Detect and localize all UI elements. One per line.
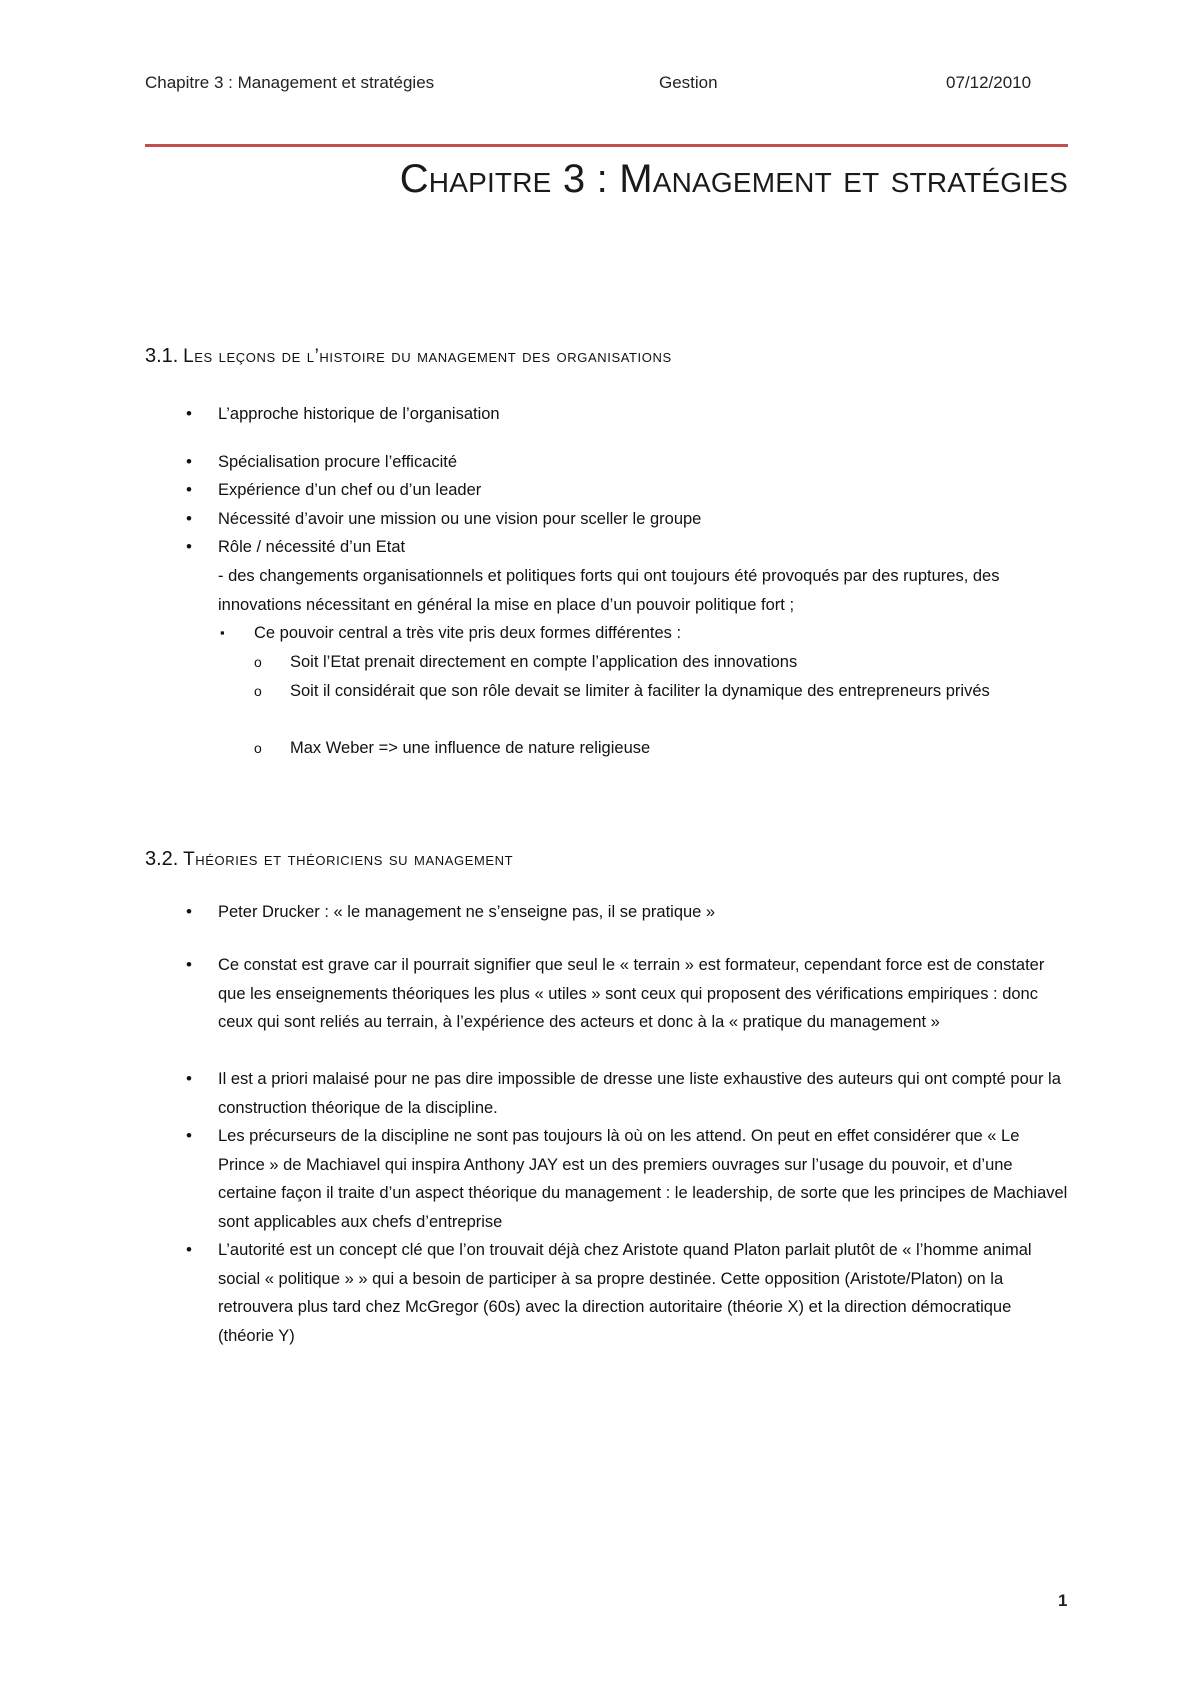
header-chapter: Chapitre 3 : Management et stratégies — [145, 73, 435, 92]
page-title: Chapitre 3 : Management et stratégies — [399, 157, 1068, 201]
list-item: • L’autorité est un concept clé que l’on trouvait déjà chez Aristote quand Platon parlait plutôt de « l’homme animal social « politique » » qui a besoin de participer à sa propre destinée. Cette opposition (Aristote/Platon) on la retrouvera plus tard chez McGregor (60s) avec la direction autoritaire (théorie X) et la direction démocratique (théorie Y) — [218, 1236, 1070, 1350]
header-date: 07/12/2010 — [946, 73, 1032, 92]
list-paragraph: - des changements organisationnels et politiques forts qui ont toujours été provoqués par des ruptures, des innovations nécessitant en général la mise en place d’un pouvoir politique fort ; — [218, 567, 1000, 614]
sub-list-item: ▪ Ce pouvoir central a très vite pris deux formes différentes : — [254, 619, 1054, 648]
section-1-number: 3.1. — [145, 345, 179, 367]
section-1-title: Les leçons de l’histoire du management des organisations — [183, 346, 672, 367]
section-2-heading — [145, 848, 513, 871]
header-subject: Gestion — [659, 73, 718, 92]
section-2-number: 3.2. — [145, 848, 179, 870]
title-rule — [145, 144, 1068, 147]
list-item: • Ce constat est grave car il pourrait signifier que seul le « terrain » est formateur, cependant force est de constater que les enseignements théoriques les plus « utiles » sont ceux qui proposent des vérifications empiriques : donc ceux qui sont reliés au terrain, à l’expérience des acteurs et donc à la « pratique du management » — [218, 951, 1070, 1037]
list-item: • Expérience d’un chef ou d’un leader — [218, 476, 1070, 505]
list-item: • Nécessité d’avoir une mission ou une vision pour sceller le groupe — [218, 505, 1070, 534]
section-1-heading — [145, 345, 672, 368]
sub-sub-list-item: o Soit l’Etat prenait directement en compte l’application des innovations — [290, 648, 1050, 677]
list-item: • Les précurseurs de la discipline ne sont pas toujours là où on les attend. On peut en effet considérer que « Le Prince » de Machiavel qui inspira Anthony JAY est un des premiers ouvrages sur l’usage du pouvoir, et d’une certaine façon il traite d’un aspect théorique du management : le leadership, de sorte que les principes de Machiavel sont applicables aux chefs d’entreprise — [218, 1122, 1070, 1236]
sub-sub-list-item: o Max Weber => une influence de nature religieuse — [290, 734, 1050, 763]
list-item: • Peter Drucker : « le management ne s’enseigne pas, il se pratique » — [218, 898, 1070, 927]
page-number: 1 — [1058, 1591, 1068, 1610]
list-item: • Spécialisation procure l’efficacité — [218, 448, 1070, 477]
list-item: • Rôle / nécessité d’un Etat — [218, 533, 1070, 562]
list-item: • L’approche historique de l’organisation — [218, 400, 1070, 429]
list-item: • Il est a priori malaisé pour ne pas dire impossible de dresse une liste exhaustive des auteurs qui ont compté pour la construction théorique de la discipline. — [218, 1065, 1070, 1122]
section-2-title: Théories et théoriciens su management — [183, 849, 514, 870]
sub-sub-list-item: o Soit il considérait que son rôle devait se limiter à faciliter la dynamique des entrepreneurs privés — [290, 677, 1050, 706]
